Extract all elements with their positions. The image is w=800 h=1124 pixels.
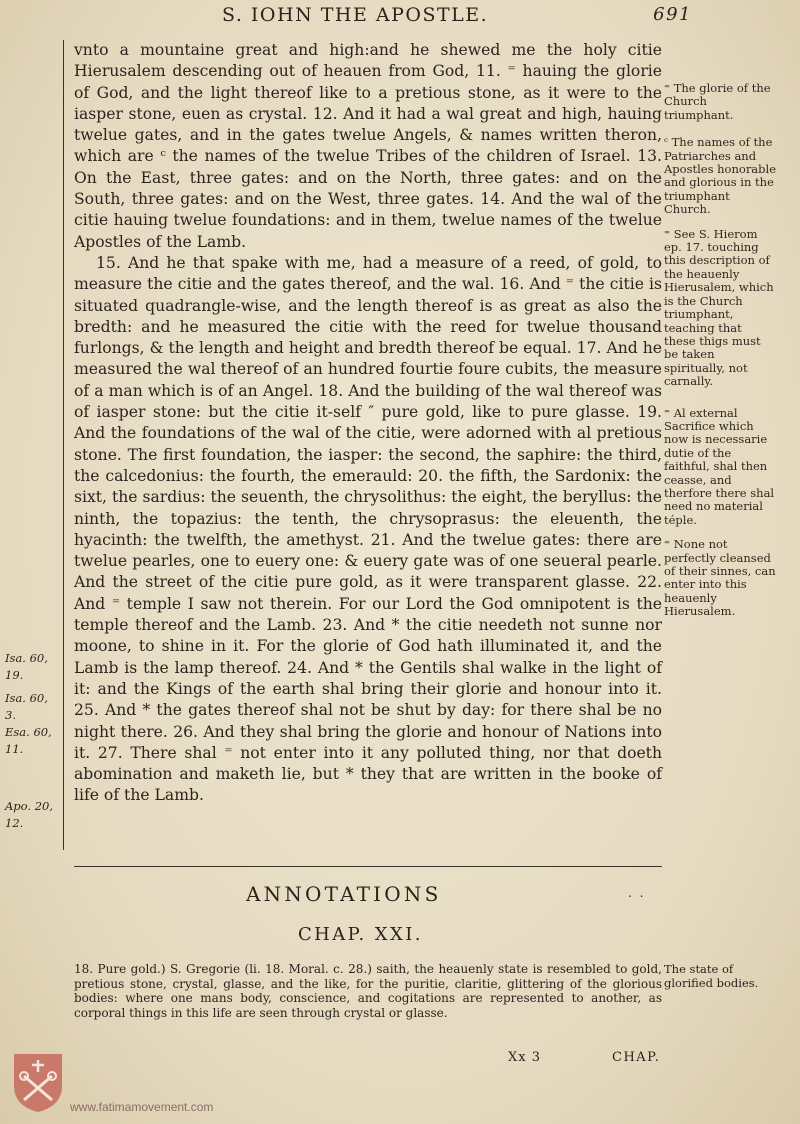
left-margin-ref: Esa. 60, 11.: [5, 725, 52, 756]
right-margin-notes: [664, 82, 776, 630]
signature-mark: Xx 3: [508, 1050, 541, 1065]
left-margin-ref: Isa. 60, 3.: [5, 691, 48, 722]
margin-note: ⁼ None not perfectly cleansed of their sinnes, can enter into this heauenly Hierusalem.: [664, 537, 776, 619]
left-margin-ref: Apo. 20, 12.: [5, 799, 53, 830]
margin-note: ⁼ See S. Hierom ep. 17. touching this description of the heauenly Hierusalem, which is the Church triumphant, teaching that these thigs must be taken spiritually, not carnally.: [664, 226, 774, 389]
heading-dots: . .: [628, 886, 646, 900]
margin-note: ⁼ Al external Sacrifice which now is necessarie dutie of the faithful, shal then ceasse, and therfore there shal need no material téple.: [664, 405, 775, 527]
annotations-heading: ANNOTATIONS: [246, 882, 442, 906]
website-link[interactable]: www.fatimamovement.com: [70, 1100, 214, 1114]
section-divider: [74, 866, 662, 867]
page-header: [222, 4, 692, 34]
chapter-heading: CHAP. XXI.: [298, 924, 423, 945]
margin-note: ᶜ The names of the Patriarches and Apostles honorable and glorious in the triumphant Church.: [664, 135, 777, 217]
papal-keys-crest-icon: [10, 1050, 66, 1114]
page-number: 691: [653, 4, 692, 25]
scripture-paragraph: vnto a mountaine great and high:and he shewed me the holy citie Hierusalem descending out of heauen from God, 11. ⁼ hauing the glorie of God, and the light thereof like to a pretious stone, as it were to the iasper stone, euen as crystal. 12. And it had a wal great and high, hauing twelue gates, and in the gates twelue Angels, & names written theron, which are ᶜ the names of the twelue Tribes of the children of Israel. 13. On the East, three gates: and on the North, three gates: and on the South, three gates: and on the West, three gates. 14. And the wal of the citie hauing twelue foundations: and in them, twelue names of the twelue Apostles of the Lamb.: [74, 41, 662, 251]
scripture-paragraph: 15. And he that spake with me, had a measure of a reed, of gold, to measure the citie and the gates thereof, and the wal. 16. And ⁼ the citie is situated quadrangle-wise, and the length thereof is as great as also the bredth: and he measured the citie with the reed for twelue thousand furlongs, & the length and height and bredth thereof be equal. 17. And he measured the wal thereof of an hundred fourtie foure cubits, the measure of a man which is of an Angel. 18. And the building of the wal thereof was of iasper stone: but the citie it-self ″ pure gold, like to pure glasse. 19. And the foundations of the wal of the citie, were adorned with al pretious stone. The first foundation, the iasper: the second, the saphire: the third, the calcedonius: the fourth, the emerauld: 20. the fifth, the Sardonix: the sixt, the sardius: the seuenth, the chrysolithus: the eight, the beryllus: the ninth, the topazius: the tenth, the chrysoprasus: the eleuenth, the hyacinth: the twelfth, the amethyst. 21. And the twelue gates: there are twelue pearles, one to euery one: & euery gate was of one seueral pearle. And the street of the citie pure gold, as it were transparent glasse. 22. And ⁼ temple I saw not therein. For our Lord the God omnipotent is the temple thereof and the Lamb. 23. And * the citie needeth not sunne nor moone, to shine in it. For the glorie of God hath illuminated it, and the Lamb is the lamp thereof. 24. And * the Gentils shal walke in the light of it: and the Kings of the earth shal bring their glorie and honour into it. 25. And * the gates thereof shal not be shut by day: for there shal be no night there. 26. And they shal bring the glorie and honour of Nations into it. 27. There shal ⁼ not enter into it any polluted thing, nor that doeth abomination and maketh lie, but * they that are written in the booke of life of the Lamb.: [74, 253, 662, 805]
margin-note: ⁼ The glorie of the Church triumphant.: [664, 81, 771, 122]
annotation-text: 18. Pure gold.) S. Gregorie (li. 18. Moral. c. 28.) saith, the heauenly state is resembled to gold, pretious stone, crystal, glasse, and the like, for the puritie, claritie, glittering of the glorious bodies: where one mans body, conscience, and cogitations are represented to another, as corporal things in this life are seen through crystal or glasse.: [74, 962, 662, 1020]
running-title: S. IOHN THE APOSTLE.: [222, 4, 489, 26]
left-margin-ref: Isa. 60, 19.: [5, 651, 48, 682]
catchword: CHAP.: [612, 1050, 661, 1065]
annotation-margin-note: The state of glorified bodies.: [664, 962, 759, 991]
margin-rule: [63, 40, 64, 850]
scripture-text: [74, 40, 662, 807]
